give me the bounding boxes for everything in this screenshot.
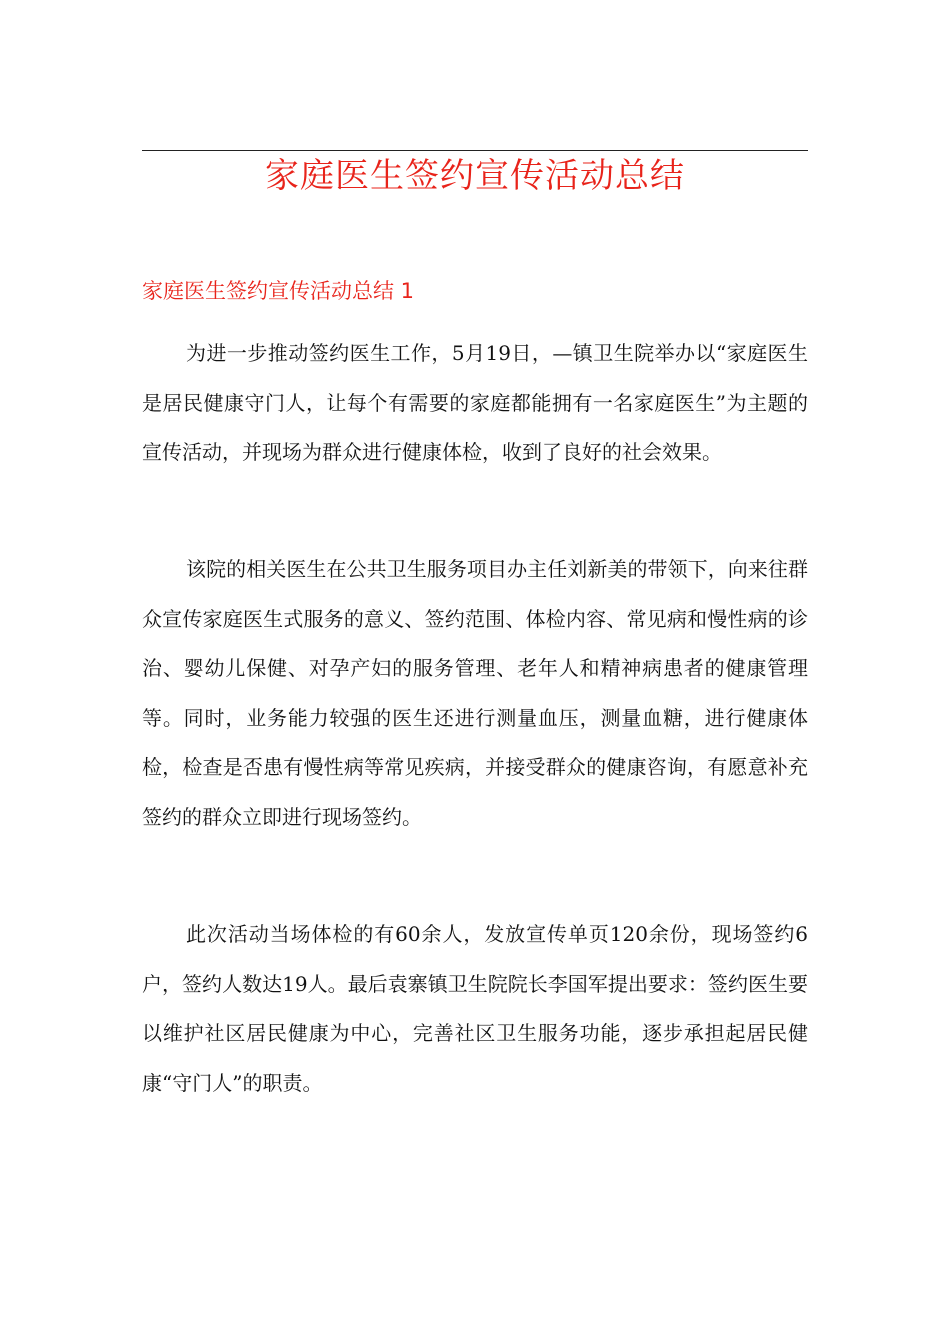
header-rule [142, 150, 808, 151]
body-paragraph-1: 为进一步推动签约医生工作，5月19日，—镇卫生院举办以“家庭医生是居民健康守门人，让每个有需要的家庭都能拥有一名家庭医生”为主题的宣传活动，并现场为群众进行健康体检，收到了良好的社会效果。 [142, 341, 808, 464]
body-paragraph-2: 该院的相关医生在公共卫生服务项目办主任刘新美的带领下，向来往群众宣传家庭医生式服务的意义、签约范围、体检内容、常见病和慢性病的诊治、婴幼儿保健、对孕产妇的服务管理、老年人和精神病患者的健康管理等。同时，业务能力较强的医生还进行测量血压，测量血糖，进行健康体检，检查是否患有慢性病等常见疾病，并接受群众的健康咨询，有愿意补充签约的群众立即进行现场签约。 [142, 557, 808, 829]
section-heading: 家庭医生签约宣传活动总结 1 [142, 279, 415, 303]
body-paragraph-3: 此次活动当场体检的有60余人，发放宣传单页120余份，现场签约6户，签约人数达19人。最后袁寨镇卫生院院长李国军提出要求：签约医生要以维护社区居民健康为中心，完善社区卫生服务功能，逐步承担起居民健康“守门人”的职责。 [142, 922, 808, 1095]
document-title: 家庭医生签约宣传活动总结 [265, 156, 685, 196]
